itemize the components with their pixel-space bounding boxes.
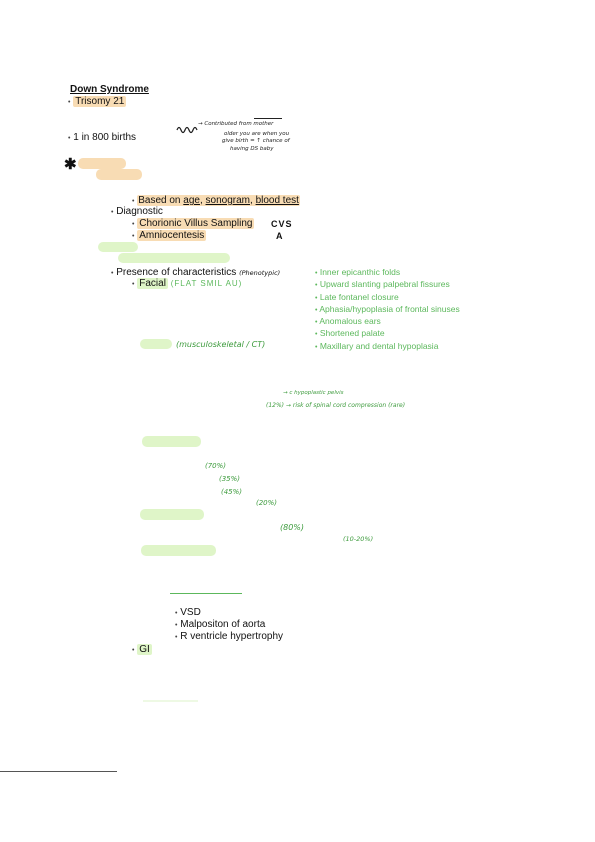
feature-text: Late fontanel closure <box>319 291 399 302</box>
facial-features-list <box>315 267 460 353</box>
note-underline <box>254 118 282 119</box>
bullet-icon: • <box>175 634 178 641</box>
highlight-blob <box>118 253 230 263</box>
separator: , <box>250 195 256 206</box>
bullet-icon: • <box>132 198 135 205</box>
musculoskeletal-note: (musculoskeletal / CT) <box>176 340 266 349</box>
incidence-label: 1 in 800 births <box>73 132 137 143</box>
list-item-rvh <box>175 631 283 644</box>
list-item-amnio <box>132 230 206 243</box>
list-item: • Anomalous ears <box>315 316 381 327</box>
flat-smil-note: (FLAT SMIL AU) <box>170 279 243 288</box>
note-text-1: Contributed from mother <box>204 121 274 127</box>
list-item: • Upward slanting palpebral fissures <box>315 279 450 290</box>
bullet-icon: • <box>175 622 178 629</box>
highlight-blob <box>143 700 198 702</box>
based-on-age: age <box>183 195 200 206</box>
bullet-icon: • <box>132 647 135 654</box>
feature-text: Inner epicanthic folds <box>319 267 401 277</box>
hypoplastic-pelvis-note: → c hypoplastic pelvis <box>283 390 344 396</box>
handwritten-note-line2: older you are when you <box>224 131 290 137</box>
based-on-sonogram: sonogram <box>205 195 250 206</box>
list-item: • Late fontanel closure <box>315 291 399 302</box>
arrow-icon: → <box>198 121 203 127</box>
percent-20: (20%) <box>256 499 278 507</box>
star-icon: ✱ <box>64 156 77 173</box>
percent-80: (80%) <box>280 523 305 532</box>
presence-label: Presence of characteristics <box>116 267 237 278</box>
trisomy-label: Trisomy 21 <box>75 96 125 107</box>
gi-label: GI <box>139 644 150 655</box>
feature-text: Maxillary and dental hypoplasia <box>319 340 439 351</box>
percent-45: (45%) <box>221 488 243 496</box>
divider <box>170 593 242 594</box>
feature-text: Shortened palate <box>319 328 385 339</box>
amnio-abbreviation: A <box>276 231 284 241</box>
highlight-blob <box>96 169 142 180</box>
percent-70: (70%) <box>205 462 227 470</box>
list-item: • Maxillary and dental hypoplasia <box>315 340 439 351</box>
amnio-label: Amniocentesis <box>139 230 205 241</box>
bullet-icon: • <box>68 135 71 142</box>
phenotypic-note: (Phenotypic) <box>239 269 281 277</box>
handwritten-note-line3: give birth = ↑ chance of <box>222 138 290 144</box>
bullet-icon: • <box>68 99 71 106</box>
list-item-trisomy <box>68 96 126 109</box>
footnote-divider <box>0 771 117 772</box>
highlight-blob <box>140 509 204 520</box>
handwritten-note-line4: having DS baby <box>230 146 274 152</box>
bullet-icon: • <box>132 221 135 228</box>
bullet-icon: • <box>111 270 114 277</box>
based-on-blood-test: blood test <box>255 195 299 206</box>
bullet-icon: • <box>132 233 135 240</box>
cvs-abbreviation: CVS <box>271 219 293 229</box>
based-on-prefix: Based on <box>138 195 184 206</box>
handwritten-note-line1 <box>198 121 273 128</box>
list-item: • Inner epicanthic folds <box>315 267 401 277</box>
highlight-blob <box>78 158 126 169</box>
diagnostic-label: Diagnostic <box>116 206 163 217</box>
bullet-icon: • <box>175 610 178 617</box>
list-item: • Shortened palate <box>315 328 385 339</box>
squiggle-icon <box>176 124 198 134</box>
spinal-compression-note: (12%) → risk of spinal cord compression (rare) <box>266 402 406 409</box>
bullet-icon: • <box>132 281 135 288</box>
feature-text: Anomalous ears <box>319 316 381 327</box>
separator: , <box>199 195 206 206</box>
highlight-blob <box>98 242 138 252</box>
vsd-label: VSD <box>180 607 201 618</box>
highlight-blob <box>141 545 216 556</box>
percent-10-20: (10-20%) <box>343 535 374 543</box>
rvh-label: R ventricle hypertrophy <box>180 631 284 642</box>
percent-35: (35%) <box>219 475 241 483</box>
bullet-icon: • <box>111 209 114 216</box>
feature-text: Aphasia/hypoplasia of frontal sinuses <box>319 303 460 314</box>
list-item-incidence <box>68 132 136 145</box>
page-title: Down Syndrome <box>70 84 149 95</box>
malposition-label: Malpositon of aorta <box>180 619 266 630</box>
facial-label: Facial <box>139 278 166 289</box>
cvs-label: Chorionic Villus Sampling <box>139 218 253 229</box>
highlight-blob <box>142 436 201 447</box>
list-item: • Aphasia/hypoplasia of frontal sinuses <box>315 303 460 314</box>
highlight-blob <box>140 339 172 349</box>
feature-text: Upward slanting palpebral fissures <box>319 279 450 290</box>
list-item-facial <box>132 278 242 291</box>
list-item-gi <box>132 644 152 657</box>
